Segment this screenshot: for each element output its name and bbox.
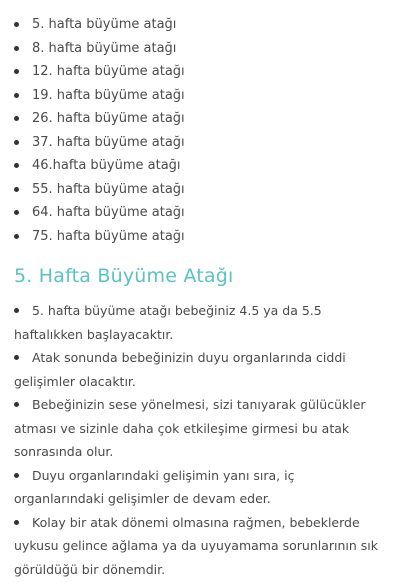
bullet-icon — [14, 473, 19, 478]
bullet-icon — [14, 520, 19, 525]
list-item — [14, 299, 380, 346]
list-item — [14, 346, 380, 393]
bullet-icon — [14, 22, 19, 27]
paragraph-text: Kolay bir atak dönemi olmasına rağmen, bebeklerde uykusu gelince ağlama ya da uyuyamama sorunlarının sık görüldüğü bir dönemdir. — [14, 514, 379, 577]
paragraph-text: Bebeğinizin sese yönelmesi, sizi tanıyarak gülücükler atması ve sizinle daha çok etkileşime girmesi bu atak sonrasında olur. — [14, 397, 366, 459]
bullet-icon — [14, 140, 19, 145]
paragraph-text: 5. hafta büyüme atağı bebeğiniz 4.5 ya da 5.5 haftalıkken başlayacaktır. — [14, 303, 322, 342]
week-link[interactable]: 5. hafta büyüme atağı — [32, 17, 177, 32]
bullet-icon — [14, 187, 19, 192]
list-item[interactable] — [0, 178, 400, 202]
week-link[interactable]: 75. hafta büyüme atağı — [32, 228, 185, 244]
bullet-icon — [14, 69, 19, 74]
bullet-icon — [14, 210, 19, 215]
list-item[interactable] — [0, 13, 400, 37]
section-bullet-list — [14, 299, 380, 581]
bullet-icon — [14, 355, 19, 360]
list-item — [14, 464, 380, 511]
list-item[interactable] — [0, 107, 400, 131]
week-link[interactable]: 37. hafta büyüme atağı — [32, 134, 185, 150]
section-heading: 5. Hafta Büyüme Atağı — [14, 265, 234, 287]
list-item — [14, 511, 380, 582]
week-links-list — [0, 13, 400, 248]
week-link[interactable]: 46.hafta büyüme atağı — [32, 158, 181, 173]
week-link[interactable]: 26. hafta büyüme atağı — [32, 111, 185, 126]
bullet-icon — [14, 93, 19, 98]
week-link[interactable]: 12. hafta büyüme atağı — [32, 64, 185, 79]
list-item[interactable] — [0, 60, 400, 84]
list-item[interactable] — [0, 201, 400, 225]
bullet-icon — [14, 163, 19, 168]
week-link[interactable]: 8. hafta büyüme atağı — [32, 40, 177, 56]
bullet-icon — [14, 116, 19, 121]
bullet-icon — [14, 234, 19, 239]
list-item[interactable] — [0, 154, 400, 178]
week-link[interactable]: 19. hafta büyüme atağı — [32, 87, 185, 103]
list-item[interactable] — [0, 131, 400, 155]
week-link[interactable]: 55. hafta büyüme atağı — [32, 181, 185, 197]
paragraph-text: Atak sonunda bebeğinizin duyu organlarında ciddi gelişimler olacaktır. — [14, 350, 346, 389]
paragraph-text: Duyu organlarındaki gelişimin yanı sıra, iç organlarındaki gelişimler de devam eder. — [14, 467, 295, 506]
list-item[interactable] — [0, 37, 400, 61]
list-item[interactable] — [0, 84, 400, 108]
week-link[interactable]: 64. hafta büyüme atağı — [32, 205, 185, 220]
list-item[interactable] — [0, 225, 400, 249]
list-item — [14, 393, 380, 464]
bullet-icon — [14, 402, 19, 407]
bullet-icon — [14, 308, 19, 313]
bullet-icon — [14, 46, 19, 51]
